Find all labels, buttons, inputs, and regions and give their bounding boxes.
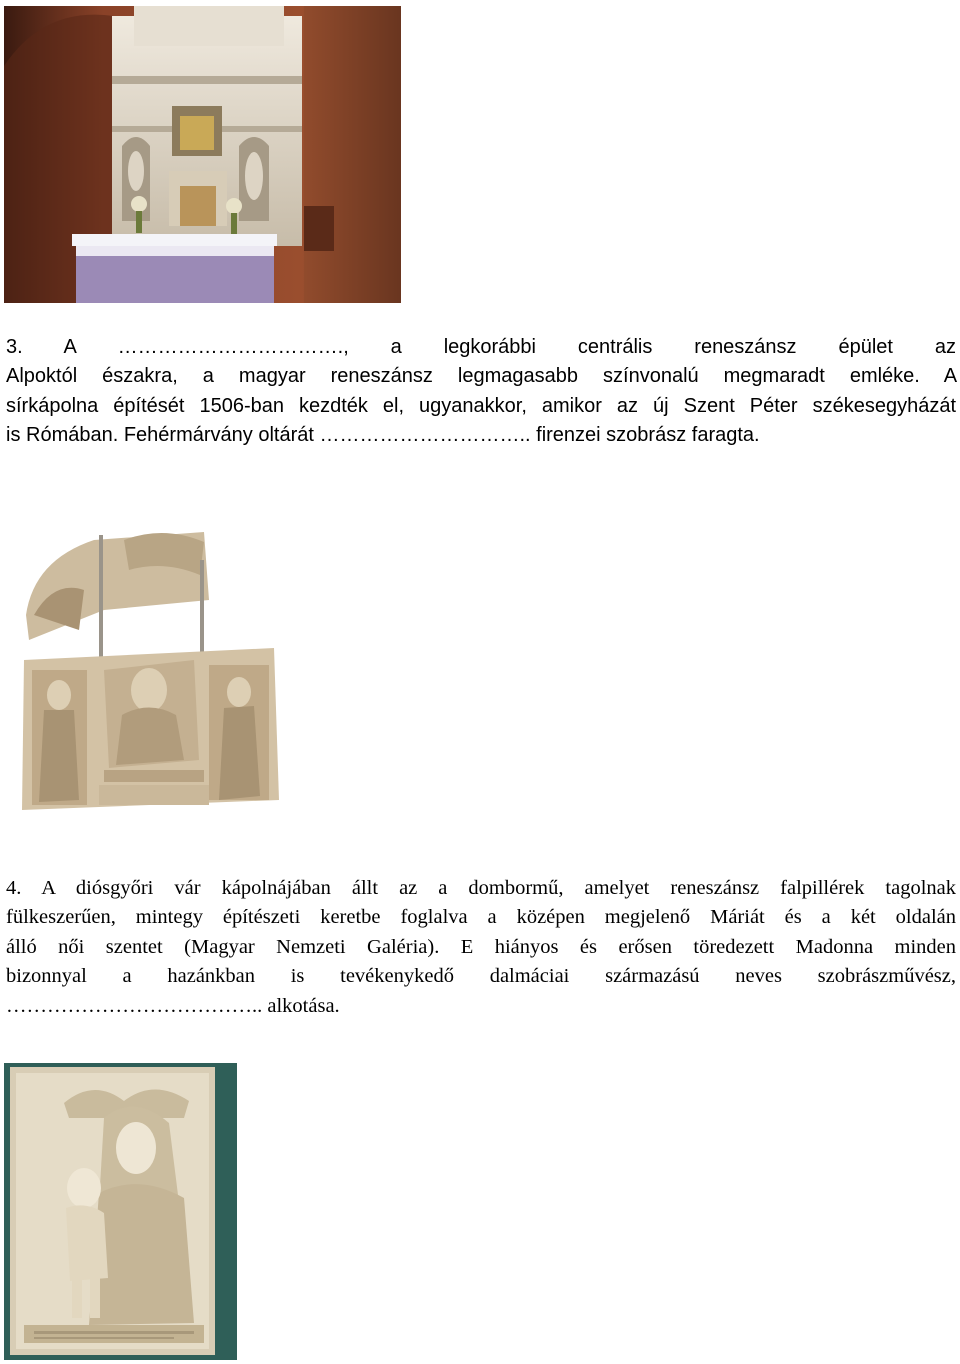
relief-image — [4, 520, 293, 817]
section-4-paragraph — [6, 874, 956, 1021]
altar-image — [4, 6, 401, 303]
altar-photo — [4, 6, 401, 303]
section-3-line: sírkápolna építését 1506-ban kezdték el, ugyanakkor, amikor az új Szent Péter székesegyházát — [6, 394, 956, 417]
section-3-paragraph — [6, 333, 956, 451]
section-3-line: is Rómában. Fehérmárvány oltárát ………………………….. firenzei szobrász — [6, 424, 687, 447]
section-4-line: bizonnyal a hazánkban is tevékenykedő dalmáciai származású neves szobrászművész, — [6, 965, 956, 988]
section-4-line: fülkeszerűen, mintegy építészeti keretbe foglalva a középen megjelenő Máriát és a két oldalán — [6, 906, 956, 929]
madonna-image — [4, 1063, 237, 1360]
section-3-line: 3. A ……………………………., a legkorábbi centrális reneszánsz épület az — [6, 336, 956, 358]
madonna-photo — [4, 1063, 237, 1360]
section-4-line: ……………………………….. alkotása. — [6, 994, 340, 1017]
section-4-line: álló női szentet (Magyar Nemzeti Galéria). E hiányos és erősen töredezett Madonna minden — [6, 935, 956, 958]
section-4-line: 4. A diósgyőri vár kápolnájában állt az a dombormű, amelyet reneszánsz falpillérek tagolnak — [6, 877, 956, 899]
relief-photo — [4, 520, 293, 817]
section-3-line: Alpoktól északra, a magyar reneszánsz legmagasabb színvonalú megmaradt emléke. A — [6, 365, 956, 388]
section-3-line: faragta. — [691, 424, 760, 447]
